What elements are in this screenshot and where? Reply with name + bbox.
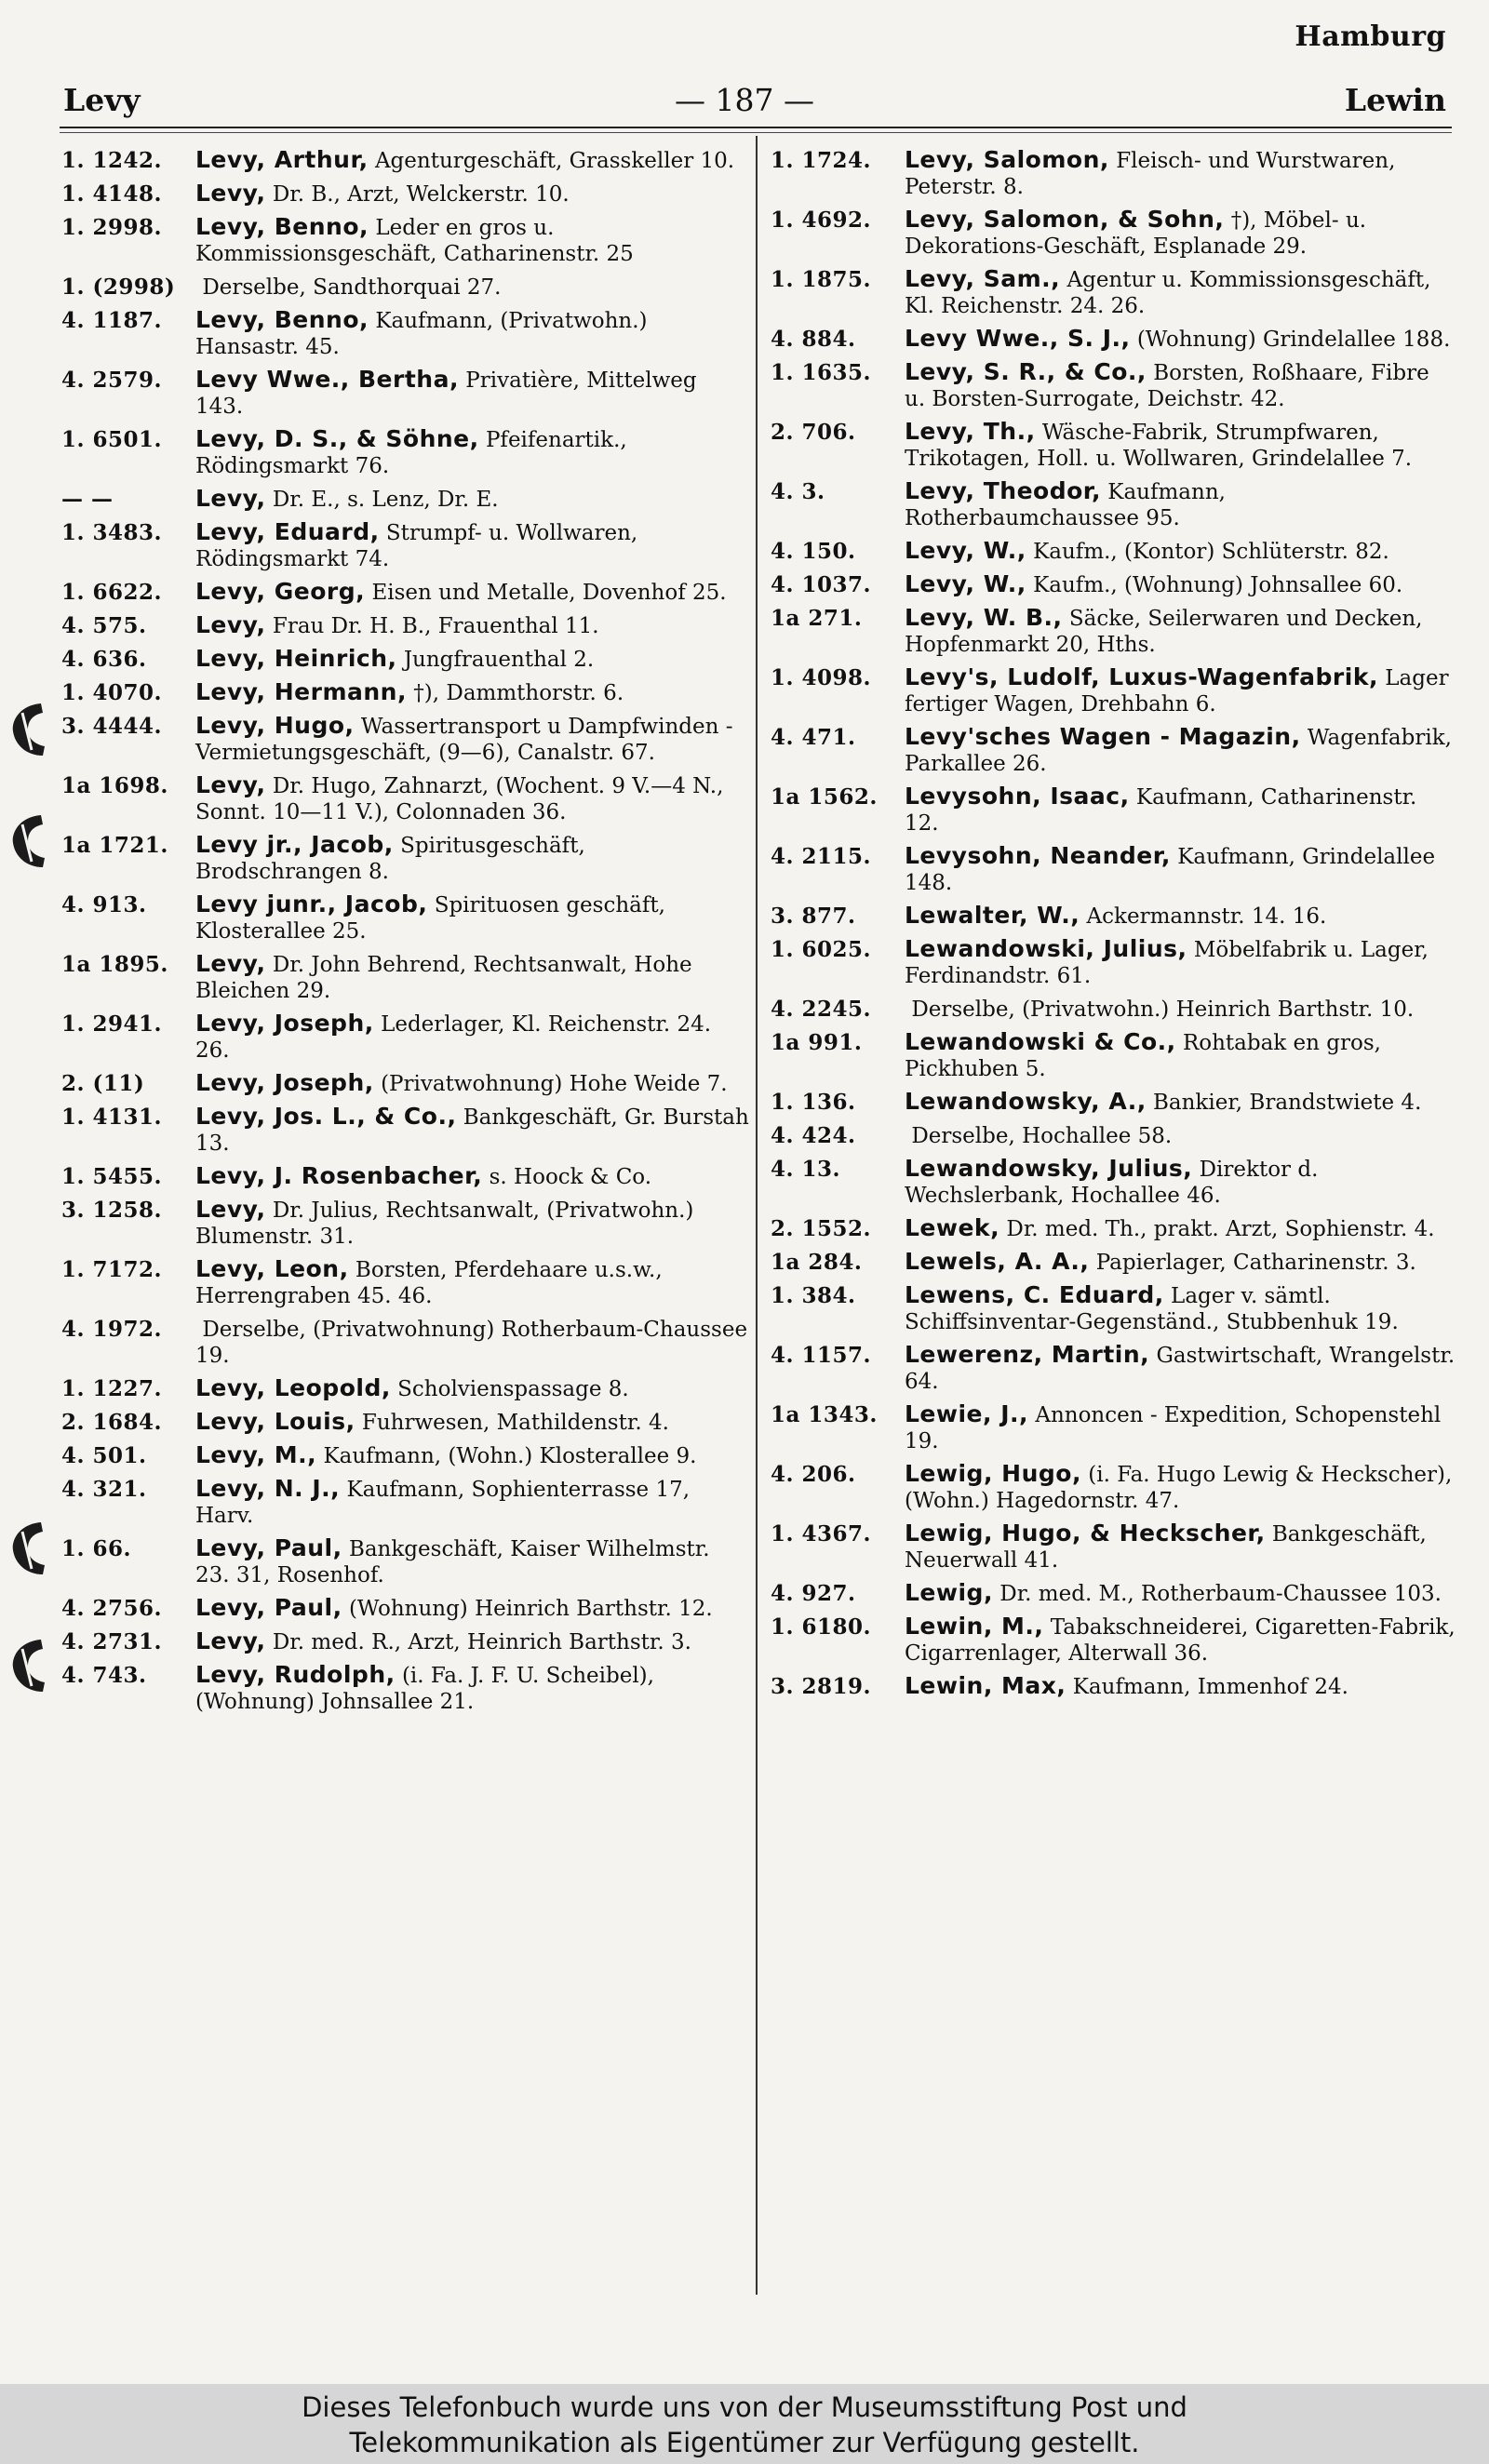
- entry-number: 4. 424.: [771, 1123, 856, 1148]
- entry-number: 1. 4367.: [771, 1521, 872, 1547]
- directory-entry: [771, 903, 1455, 930]
- entry-name: Levy, W.,: [905, 537, 1026, 564]
- entry-name: Levy Wwe., S. J.,: [905, 325, 1131, 352]
- directory-entry: [61, 1409, 750, 1436]
- entry-name: Levy, Eduard,: [195, 518, 380, 545]
- entry-name: Lewie, J.,: [905, 1400, 1029, 1427]
- entry-description: Wäsche-Fabrik, Strumpfwaren, Trikotagen, Holl. u. Wollwaren, Grindelallee 7.: [905, 421, 1413, 471]
- entry-name: Levy, Sam.,: [905, 265, 1061, 292]
- entry-name: Lewin, Max,: [905, 1672, 1066, 1699]
- entry-description: Agentur u. Kommissionsgeschäft, Kl. Reichenstr. 24. 26.: [905, 268, 1431, 318]
- directory-entry: [771, 724, 1455, 777]
- entry-number: 1. 3483.: [61, 520, 163, 545]
- entry-number: 4. 1157.: [771, 1343, 872, 1368]
- entry-number: 4. 1187.: [61, 308, 163, 333]
- entry-name: Levy junr., Jacob,: [195, 891, 428, 917]
- directory-entry: [61, 367, 750, 420]
- entry-name: Levy,: [195, 771, 266, 798]
- directory-entry: [61, 832, 750, 885]
- entry-description: Lager fertiger Wagen, Drehbahn 6.: [905, 666, 1449, 716]
- footer-line-1: Dieses Telefonbuch wurde uns von der Museumsstiftung Post und: [302, 2391, 1187, 2423]
- entry-description: Derselbe, Hochallee 58.: [911, 1124, 1173, 1148]
- directory-entry: [771, 664, 1455, 717]
- entry-description: Bankgeschäft, Neuerwall 41.: [905, 1522, 1427, 1573]
- entry-description: Bankgeschäft, Gr. Burstah 13.: [195, 1105, 749, 1156]
- entry-description: Dr. med. M., Rotherbaum-Chaussee 103.: [999, 1582, 1442, 1606]
- entry-number: 1. 6501.: [61, 427, 163, 452]
- directory-entry: [61, 1595, 750, 1622]
- entry-description: Lederlager, Kl. Reichenstr. 24. 26.: [195, 1012, 712, 1063]
- directory-entry: [61, 307, 750, 360]
- entry-name: Levy, D. S., & Söhne,: [195, 425, 479, 452]
- directory-entry: [771, 326, 1455, 353]
- directory-entry: [771, 1156, 1455, 1209]
- entry-description: (Privatwohnung) Hohe Weide 7.: [381, 1072, 728, 1096]
- entry-description: Bankgeschäft, Kaiser Wilhelmstr. 23. 31, Rosenhof.: [195, 1537, 710, 1587]
- entry-number: 4. 2579.: [61, 368, 163, 393]
- entry-name: Lewandowsky, A.,: [905, 1088, 1147, 1115]
- directory-entry: [771, 1614, 1455, 1667]
- entry-description: Wassertransport u Dampfwinden - Vermietungsgeschäft, (9—6), Canalstr. 67.: [195, 715, 733, 765]
- entry-name: Levy, Rudolph,: [195, 1661, 396, 1688]
- entry-number: 3. 4444.: [61, 714, 163, 739]
- entry-description: Ackermannstr. 14. 16.: [1086, 904, 1327, 929]
- right-column: [771, 147, 1455, 1707]
- entry-description: (Wohnung) Grindelallee 188.: [1136, 328, 1451, 352]
- directory-entry: [61, 181, 750, 208]
- entry-number: 1. 66.: [61, 1536, 132, 1561]
- entry-number: — —: [61, 487, 114, 512]
- entry-number: 4. 927.: [771, 1581, 856, 1606]
- directory-entry: [771, 605, 1455, 658]
- entry-description: Dr. B., Arzt, Welckerstr. 10.: [272, 182, 570, 207]
- entry-description: Privatière, Mittelweg 143.: [195, 368, 697, 419]
- directory-entry: [61, 772, 750, 825]
- entry-name: Lewek,: [905, 1214, 1000, 1241]
- entry-name: Lewandowsky, Julius,: [905, 1155, 1193, 1182]
- entry-name: Levysohn, Neander,: [905, 842, 1171, 869]
- entry-description: Eisen und Metalle, Dovenhof 25.: [371, 581, 727, 605]
- entry-description: s. Hoock & Co.: [489, 1165, 652, 1189]
- directory-entry: [61, 214, 750, 267]
- entry-number: 4. 2756.: [61, 1596, 163, 1621]
- entry-number: 3. 1258.: [61, 1198, 163, 1223]
- entry-name: Levy, W.,: [905, 570, 1026, 597]
- directory-entry: [771, 538, 1455, 565]
- city-heading: Hamburg: [1294, 20, 1446, 53]
- entry-description: Dr. med. R., Arzt, Heinrich Barthstr. 3.: [272, 1630, 691, 1654]
- entry-number: 4. 1972.: [61, 1317, 163, 1342]
- entry-description: Spirituosen geschäft, Klosterallee 25.: [195, 893, 665, 944]
- entry-description: Bankier, Brandstwiete 4.: [1153, 1091, 1422, 1115]
- entry-description: (i. Fa. J. F. U. Scheibel), (Wohnung) Johnsallee 21.: [195, 1664, 654, 1714]
- entry-description: Derselbe, (Privatwohnung) Rotherbaum-Chaussee 19.: [195, 1318, 748, 1368]
- entry-description: Derselbe, Sandthorquai 27.: [202, 275, 502, 300]
- entry-name: Levysohn, Isaac,: [905, 783, 1130, 810]
- entry-description: Kaufmann, Catharinenstr. 12.: [905, 785, 1417, 836]
- entry-description: Spiritusgeschäft, Brodschrangen 8.: [195, 834, 585, 884]
- directory-entry: [61, 1628, 750, 1655]
- entry-description: Wagenfabrik, Parkallee 26.: [905, 726, 1452, 776]
- entry-name: Levy,: [195, 485, 266, 512]
- entry-description: Agenturgeschäft, Grasskeller 10.: [374, 149, 735, 173]
- directory-entry: [61, 426, 750, 479]
- entry-number: 1. 2998.: [61, 215, 163, 240]
- entry-name: Levy, Louis,: [195, 1408, 355, 1435]
- entry-description: Kaufmann, Immenhof 24.: [1072, 1675, 1348, 1699]
- directory-entry: [61, 1662, 750, 1715]
- right-running-head: Lewin: [1344, 82, 1446, 118]
- entry-name: Levy, Hugo,: [195, 712, 355, 739]
- directory-entry: [771, 478, 1455, 531]
- directory-entry: [61, 1535, 750, 1588]
- entry-number: 1. 4098.: [771, 665, 872, 690]
- entry-name: Lewig,: [905, 1579, 993, 1606]
- entry-name: Levy, Joseph,: [195, 1010, 374, 1037]
- entry-description: Dr. John Behrend, Rechtsanwalt, Hohe Bleichen 29.: [195, 953, 692, 1003]
- entry-description: Tabakschneiderei, Cigaretten-Fabrik, Cigarrenlager, Alterwall 36.: [905, 1615, 1455, 1666]
- entry-number: 1. (2998): [61, 275, 176, 300]
- directory-entry: [771, 843, 1455, 896]
- entry-name: Levy,: [195, 1196, 266, 1223]
- entry-name: Levy jr., Jacob,: [195, 831, 394, 858]
- entry-number: 1. 4692.: [771, 208, 872, 233]
- entry-name: Levy, Paul,: [195, 1534, 342, 1561]
- entry-number: 4. 575.: [61, 613, 147, 638]
- entry-name: Levy, Benno,: [195, 213, 369, 240]
- directory-entry: [771, 1342, 1455, 1395]
- entry-number: 1a 1562.: [771, 784, 878, 810]
- entry-name: Levy, Arthur,: [195, 146, 369, 173]
- entry-description: Kaufmann, Grindelallee 148.: [905, 845, 1436, 895]
- entry-name: Lewerenz, Martin,: [905, 1341, 1150, 1368]
- directory-entry: [771, 1461, 1455, 1514]
- entry-number: 1. 1227.: [61, 1376, 163, 1401]
- directory-entry: [771, 1401, 1455, 1454]
- directory-entry: [771, 1673, 1455, 1700]
- entry-name: Levy, Paul,: [195, 1594, 342, 1621]
- directory-entry: [61, 612, 750, 639]
- entry-name: Levy, Leopold,: [195, 1374, 391, 1401]
- directory-entry: [771, 359, 1455, 412]
- entry-name: Lewens, C. Eduard,: [905, 1281, 1164, 1308]
- entry-number: 1a 284.: [771, 1250, 863, 1275]
- directory-entry: [771, 571, 1455, 598]
- entry-name: Levy, Jos. L., & Co.,: [195, 1103, 457, 1130]
- entry-name: Levy, Heinrich,: [195, 645, 397, 672]
- entry-number: 4. 913.: [61, 892, 147, 917]
- entry-name: Levy'sches Wagen - Magazin,: [905, 723, 1301, 750]
- entry-description: †), Dammthorstr. 6.: [413, 681, 624, 705]
- directory-entry: [61, 1442, 750, 1469]
- entry-name: Levy, W. B.,: [905, 604, 1063, 631]
- entry-description: Kaufmann, (Wohn.) Klosterallee 9.: [323, 1444, 697, 1468]
- entry-description: †), Möbel- u. Dekorations-Geschäft, Esplanade 29.: [905, 208, 1367, 259]
- directory-entry: [61, 646, 750, 673]
- directory-entry: [61, 1011, 750, 1064]
- entry-description: Kaufmann, (Privatwohn.) Hansastr. 45.: [195, 309, 648, 359]
- directory-entry: [61, 519, 750, 572]
- entry-number: 3. 2819.: [771, 1674, 872, 1699]
- entry-number: 4. 206.: [771, 1462, 856, 1487]
- directory-entry: [771, 207, 1455, 260]
- directory-entry: [771, 1089, 1455, 1116]
- directory-entry: [771, 266, 1455, 319]
- entry-number: 1. 1724.: [771, 148, 872, 173]
- entry-name: Levy, Joseph,: [195, 1069, 374, 1096]
- telephone-receiver-mark-icon: [4, 811, 56, 871]
- entry-description: Kaufm., (Wohnung) Johnsallee 60.: [1033, 573, 1403, 597]
- entry-number: 2. 706.: [771, 420, 856, 445]
- directory-entry: [61, 713, 750, 766]
- entry-number: 4. 2115.: [771, 844, 872, 869]
- entry-description: Dr. E., s. Lenz, Dr. E.: [272, 488, 499, 512]
- entry-description: Gastwirtschaft, Wrangelstr. 64.: [905, 1344, 1455, 1394]
- entry-number: 3. 877.: [771, 904, 856, 929]
- entry-name: Levy,: [195, 611, 266, 638]
- entry-number: 4. 321.: [61, 1477, 147, 1502]
- entry-number: 2. 1552.: [771, 1216, 872, 1241]
- entry-description: Fleisch- und Wurstwaren, Peterstr. 8.: [905, 149, 1396, 199]
- entry-name: Levy, S. R., & Co.,: [905, 358, 1147, 385]
- directory-entry: [61, 1104, 750, 1157]
- directory-entry: [61, 1163, 750, 1190]
- entry-number: 1. 1242.: [61, 148, 163, 173]
- entry-name: Levy, Benno,: [195, 306, 369, 333]
- entry-number: 1. 6180.: [771, 1614, 872, 1640]
- directory-entry: [61, 274, 750, 301]
- column-divider: [756, 136, 758, 2295]
- entry-number: 4. 636.: [61, 647, 147, 672]
- directory-entry: [771, 1215, 1455, 1242]
- entry-number: 1. 5455.: [61, 1164, 163, 1189]
- entry-number: 1. 4131.: [61, 1105, 163, 1130]
- entry-description: Derselbe, (Privatwohn.) Heinrich Barthstr. 10.: [911, 998, 1415, 1022]
- entry-number: 1. 4148.: [61, 181, 163, 207]
- directory-entry: [771, 1122, 1455, 1149]
- entry-name: Lewandowski & Co.,: [905, 1028, 1176, 1055]
- entry-number: 4. 884.: [771, 327, 856, 352]
- entry-name: Lewalter, W.,: [905, 902, 1080, 929]
- entry-number: 4. 1037.: [771, 572, 872, 597]
- directory-entry: [61, 891, 750, 944]
- directory-entry: [771, 147, 1455, 200]
- entry-description: Leder en gros u. Kommissionsgeschäft, Catharinenstr. 25: [195, 216, 634, 266]
- directory-entry: [61, 1197, 750, 1250]
- directory-entry: [61, 1256, 750, 1309]
- directory-entry: [61, 1070, 750, 1097]
- entry-description: Borsten, Roßhaare, Fibre u. Borsten-Surrogate, Deichstr. 42.: [905, 361, 1429, 411]
- directory-entry: [61, 486, 750, 513]
- entry-number: 1. 4070.: [61, 680, 163, 705]
- header-rule: [60, 127, 1452, 128]
- entry-description: Annoncen - Expedition, Schopenstehl 19.: [905, 1403, 1442, 1453]
- directory-entry: [61, 579, 750, 606]
- entry-name: Levy, Salomon,: [905, 146, 1109, 173]
- entry-name: Lewels, A. A.,: [905, 1248, 1090, 1275]
- entry-description: Dr. Hugo, Zahnarzt, (Wochent. 9 V.—4 N., Sonnt. 10—11 V.), Colonnaden 36.: [195, 774, 724, 824]
- entry-name: Levy, Theodor,: [905, 477, 1101, 504]
- directory-entry: [61, 951, 750, 1004]
- entry-description: Borsten, Pferdehaare u.s.w., Herrengraben 45. 46.: [195, 1258, 663, 1308]
- entry-description: Dr. med. Th., prakt. Arzt, Sophienstr. 4.: [1006, 1217, 1435, 1241]
- entry-description: Kaufmann, Rotherbaumchaussee 95.: [905, 480, 1226, 530]
- entry-description: Papierlager, Catharinenstr. 3.: [1095, 1251, 1416, 1275]
- entry-name: Lewandowski, Julius,: [905, 935, 1187, 962]
- entry-number: 2. (11): [61, 1071, 145, 1096]
- entry-name: Levy, Salomon, & Sohn,: [905, 206, 1225, 233]
- entry-name: Levy, Georg,: [195, 578, 366, 605]
- entry-number: 1a 1343.: [771, 1402, 878, 1427]
- header-rule-thin: [60, 132, 1452, 133]
- page-number: — 187 —: [675, 82, 814, 118]
- entry-number: 4. 3.: [771, 479, 825, 504]
- directory-entry: [61, 1476, 750, 1529]
- entry-name: Levy,: [195, 1627, 266, 1654]
- entry-name: Levy's, Ludolf, Luxus-Wagenfabrik,: [905, 663, 1378, 690]
- entry-description: Strumpf- u. Wollwaren, Rödingsmarkt 74.: [195, 521, 638, 571]
- entry-number: 4. 13.: [771, 1157, 841, 1182]
- entry-description: Kaufmann, Sophienterrasse 17, Harv.: [195, 1478, 691, 1528]
- entry-name: Levy,: [195, 180, 266, 207]
- directory-entry: [61, 679, 750, 706]
- entry-description: Scholvienspassage 8.: [397, 1377, 629, 1401]
- directory-entry: [61, 147, 750, 174]
- entry-number: 1. 1875.: [771, 267, 872, 292]
- entry-description: Möbelfabrik u. Lager, Ferdinandstr. 61.: [905, 938, 1429, 988]
- entry-description: (i. Fa. Hugo Lewig & Heckscher), (Wohn.) Hagedornstr. 47.: [905, 1463, 1453, 1513]
- entry-name: Lewig, Hugo, & Heckscher,: [905, 1520, 1266, 1547]
- entry-number: 1a 1698.: [61, 773, 168, 798]
- left-column: [61, 147, 750, 1721]
- entry-number: 1. 384.: [771, 1283, 856, 1308]
- entry-number: 4. 471.: [771, 725, 856, 750]
- telephone-receiver-mark-icon: [4, 1519, 56, 1578]
- entry-description: Jungfrauenthal 2.: [403, 648, 595, 672]
- entry-description: Direktor d. Wechslerbank, Hochallee 46.: [905, 1158, 1319, 1208]
- entry-description: Rohtabak en gros, Pickhuben 5.: [905, 1031, 1381, 1081]
- entry-name: Levy, Leon,: [195, 1255, 349, 1282]
- entry-number: 1a 271.: [771, 606, 863, 631]
- directory-entry: [771, 996, 1455, 1023]
- entry-number: 1. 2941.: [61, 1011, 163, 1037]
- entry-description: (Wohnung) Heinrich Barthstr. 12.: [348, 1597, 713, 1621]
- entry-description: Fuhrwesen, Mathildenstr. 4.: [361, 1411, 669, 1435]
- entry-number: 4. 2245.: [771, 997, 872, 1022]
- directory-entry: [771, 1282, 1455, 1335]
- entry-number: 1a 1895.: [61, 952, 168, 977]
- footer-line-2: Telekommunikation als Eigentümer zur Verfügung gestellt.: [349, 2427, 1140, 2458]
- entry-description: Lager v. sämtl. Schiffsinventar-Gegenständ., Stubbenhuk 19.: [905, 1284, 1399, 1334]
- entry-name: Levy, M.,: [195, 1441, 317, 1468]
- entry-description: Kaufm., (Kontor) Schlüterstr. 82.: [1033, 540, 1389, 564]
- entry-number: 1. 136.: [771, 1090, 856, 1115]
- entry-number: 4. 150.: [771, 539, 856, 564]
- telephone-receiver-mark-icon: [4, 1636, 56, 1695]
- directory-entry: [771, 1520, 1455, 1573]
- entry-number: 4. 2731.: [61, 1629, 163, 1654]
- entry-description: Frau Dr. H. B., Frauenthal 11.: [272, 614, 599, 638]
- directory-entry: [61, 1316, 750, 1369]
- directory-entry: [771, 936, 1455, 989]
- entry-name: Lewig, Hugo,: [905, 1460, 1081, 1487]
- entry-description: Pfeifenartik., Rödingsmarkt 76.: [195, 428, 627, 478]
- entry-number: 4. 501.: [61, 1443, 147, 1468]
- entry-name: Levy Wwe., Bertha,: [195, 366, 459, 393]
- entry-number: 1a 991.: [771, 1030, 863, 1055]
- entry-number: 2. 1684.: [61, 1410, 163, 1435]
- entry-name: Levy, J. Rosenbacher,: [195, 1162, 483, 1189]
- entry-number: 1a 1721.: [61, 833, 168, 858]
- left-running-head: Levy: [63, 82, 141, 118]
- telephone-receiver-mark-icon: [4, 700, 56, 759]
- entry-name: Levy,: [195, 950, 266, 977]
- entry-number: 1. 1635.: [771, 360, 872, 385]
- entry-number: 4. 743.: [61, 1663, 147, 1688]
- directory-entry: [771, 419, 1455, 472]
- entry-name: Lewin, M.,: [905, 1613, 1044, 1640]
- entry-description: Säcke, Seilerwaren und Decken, Hopfenmarkt 20, Hths.: [905, 607, 1423, 657]
- directory-entry: [771, 1029, 1455, 1082]
- directory-entry: [771, 1580, 1455, 1607]
- directory-entry: [61, 1375, 750, 1402]
- entry-description: Dr. Julius, Rechtsanwalt, (Privatwohn.) Blumenstr. 31.: [195, 1199, 694, 1249]
- footer-notice: [0, 2384, 1489, 2464]
- entry-number: 1. 7172.: [61, 1257, 163, 1282]
- entry-number: 1. 6622.: [61, 580, 163, 605]
- directory-entry: [771, 783, 1455, 837]
- entry-name: Levy, N. J.,: [195, 1475, 341, 1502]
- entry-name: Levy, Hermann,: [195, 678, 407, 705]
- directory-entry: [771, 1249, 1455, 1276]
- entry-name: Levy, Th.,: [905, 418, 1036, 445]
- entry-number: 1. 6025.: [771, 937, 872, 962]
